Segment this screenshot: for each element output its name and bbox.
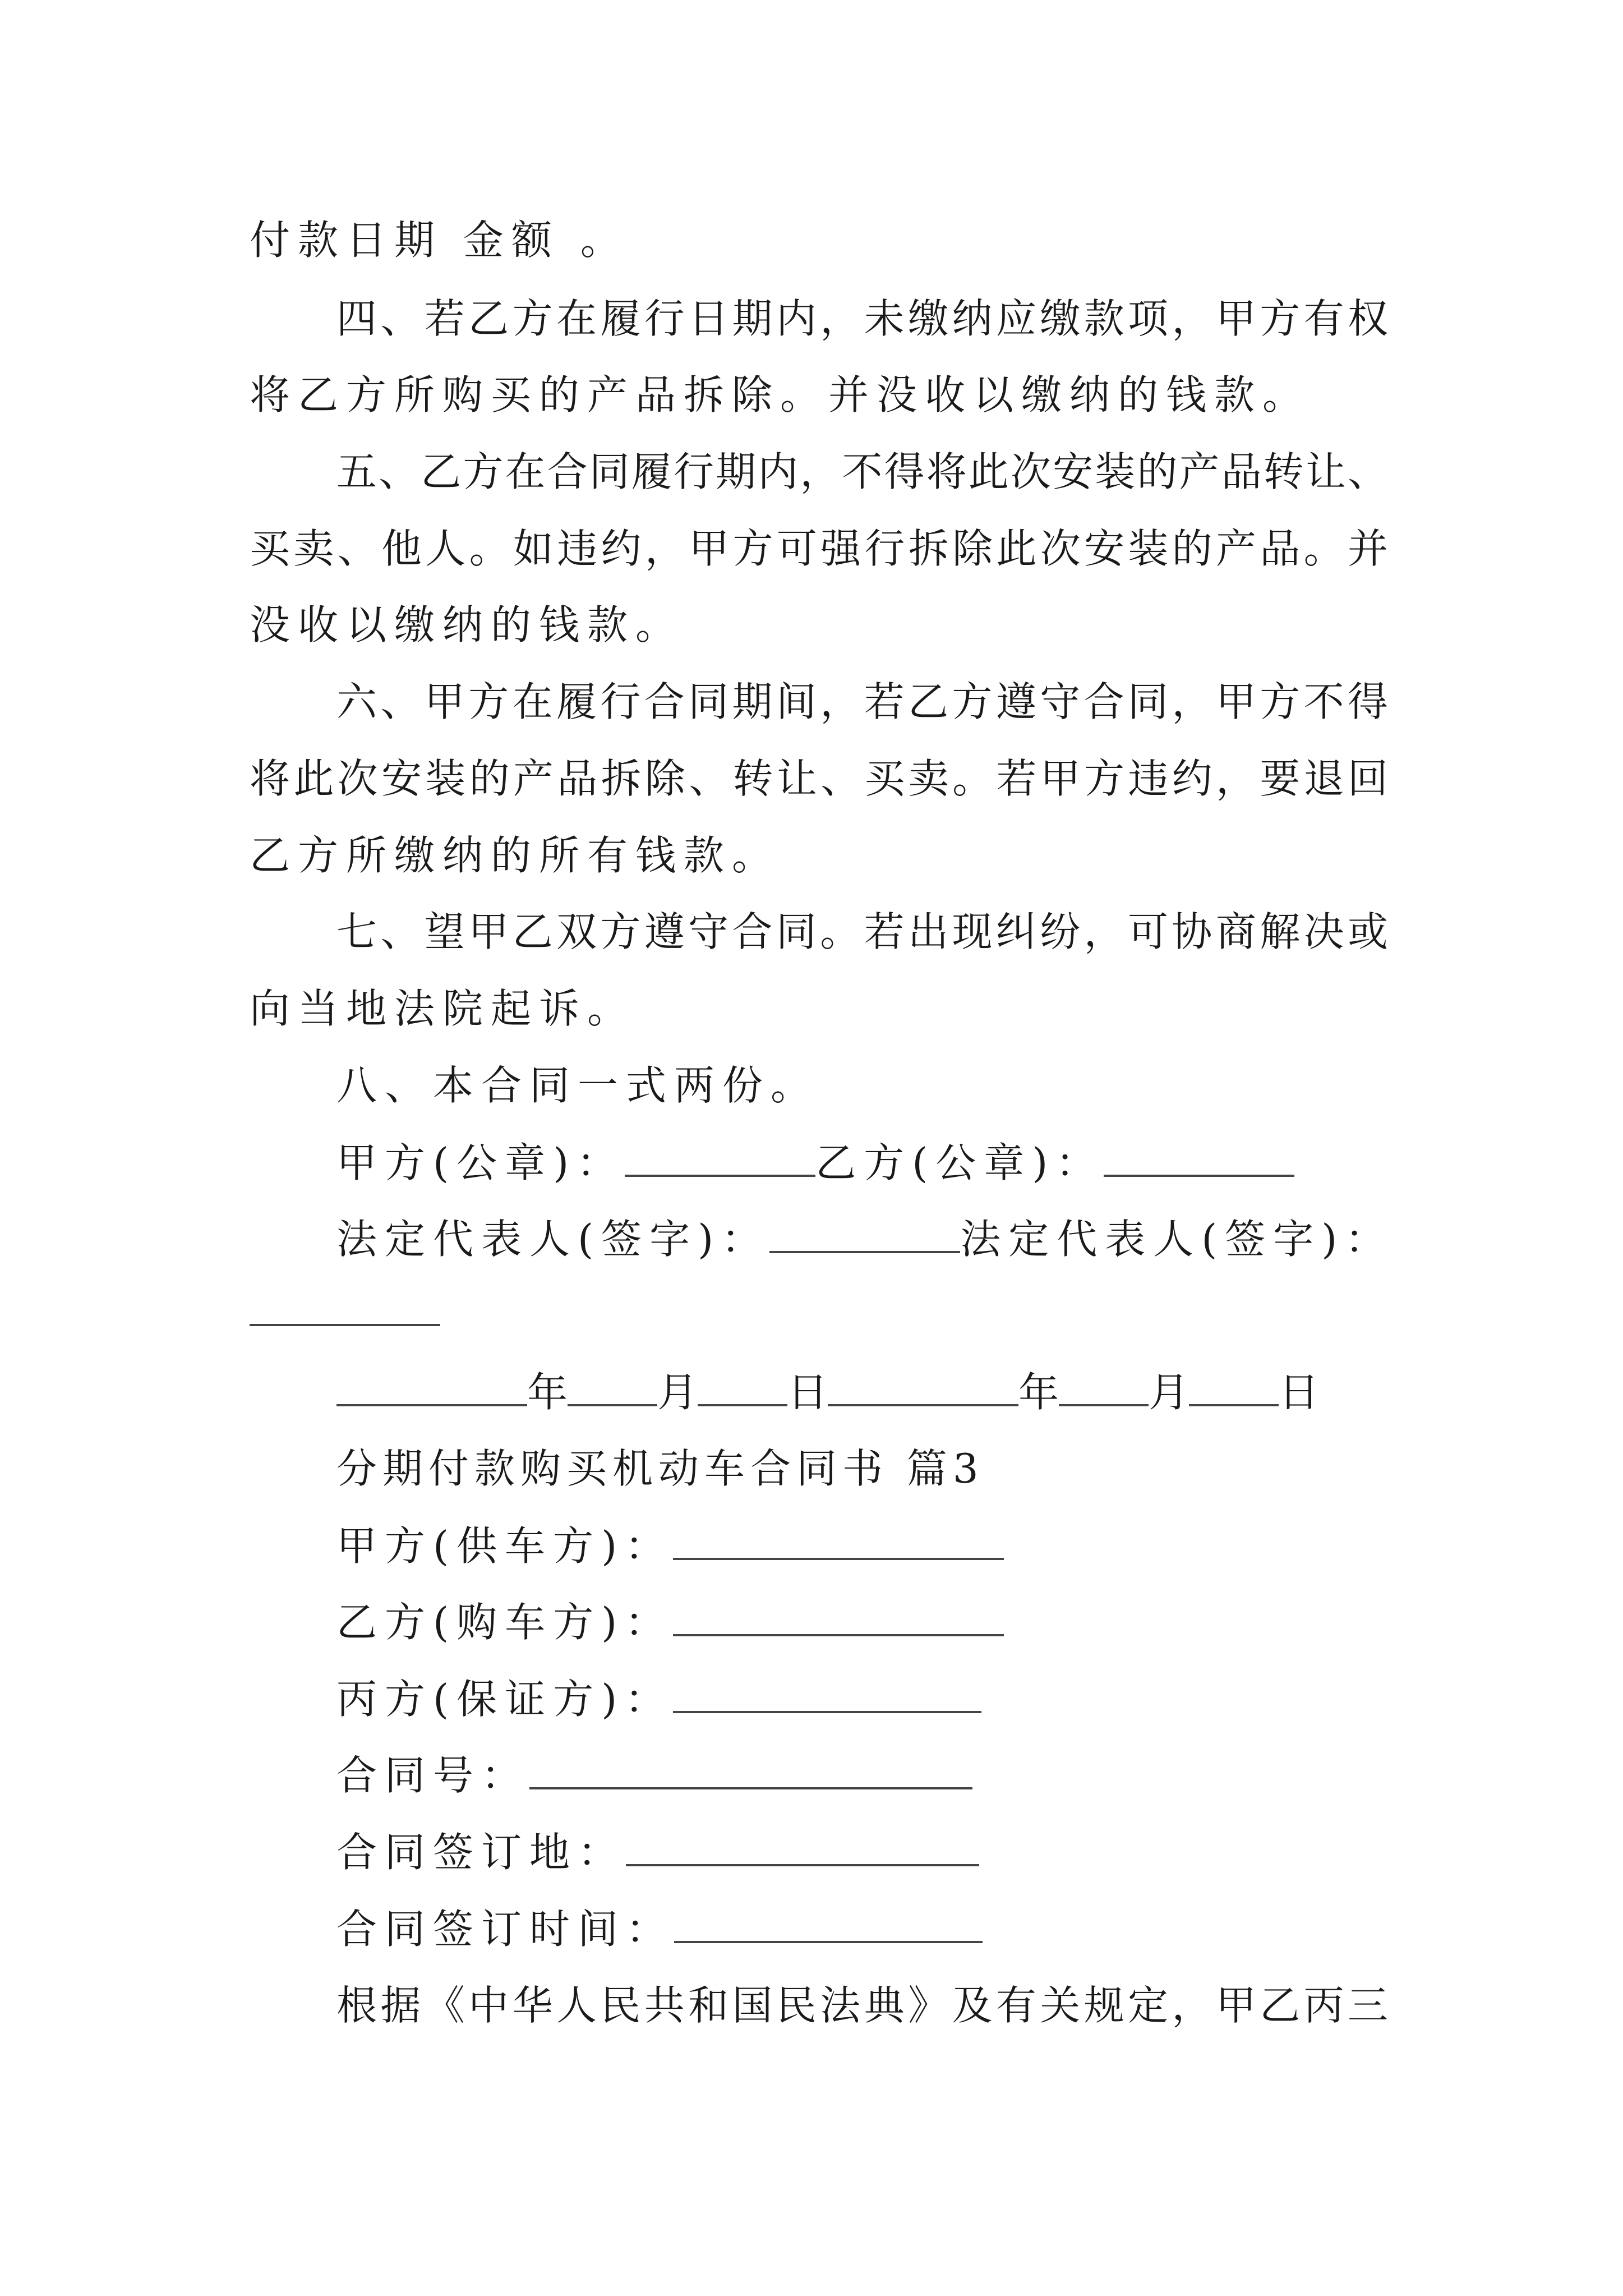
sign-place-blank bbox=[626, 1832, 979, 1866]
field-buyer bbox=[336, 1599, 1004, 1646]
date-a-month-blank bbox=[568, 1372, 657, 1406]
clause-6-line-2: 将此次安装的产品拆除、转让、买卖。若甲方违约，要退回 bbox=[250, 755, 1388, 802]
sign-time-blank bbox=[674, 1908, 983, 1943]
section-title: 分期付款购买机动车合同书 篇3 bbox=[336, 1445, 984, 1492]
signature-row-stamps bbox=[336, 1139, 1294, 1186]
date-a-year-blank bbox=[336, 1372, 527, 1406]
rep-a-label: 法定代表人(签字)： bbox=[336, 1216, 770, 1263]
date-b-day-blank bbox=[1189, 1372, 1279, 1406]
clause-5-line-1: 五、乙方在合同履行期内，不得将此次安装的产品转让、 bbox=[336, 448, 1388, 495]
clause-6-line-1: 六、甲方在履行合同期间，若乙方遵守合同，甲方不得 bbox=[336, 678, 1388, 725]
date-a-month-label: 月 bbox=[657, 1369, 698, 1416]
supplier-label: 甲方(供车方)： bbox=[336, 1522, 674, 1570]
party-a-stamp-blank bbox=[625, 1142, 815, 1177]
rep-b-label: 法定代表人(签字)： bbox=[960, 1216, 1394, 1263]
clause-5-line-3: 没收以缴纳的钱款。 bbox=[250, 601, 684, 648]
signature-row-representatives bbox=[336, 1216, 1394, 1263]
guarantor-label: 丙方(保证方)： bbox=[336, 1676, 674, 1723]
date-a-year-label: 年 bbox=[527, 1369, 568, 1416]
clause-4-line-2: 将乙方所购买的产品拆除。并没收以缴纳的钱款。 bbox=[250, 371, 1311, 418]
clause-8: 八、本合同一式两份。 bbox=[336, 1062, 819, 1109]
contract-no-label: 合同号： bbox=[336, 1752, 530, 1799]
sign-place-label: 合同签订地： bbox=[336, 1829, 626, 1876]
field-contract-no bbox=[336, 1752, 972, 1799]
clause-7-line-1: 七、望甲乙双方遵守合同。若出现纠纷，可协商解决或 bbox=[336, 908, 1388, 955]
clause-6-line-3: 乙方所缴纳的所有钱款。 bbox=[250, 832, 781, 879]
field-sign-time bbox=[336, 1906, 983, 1953]
buyer-label: 乙方(购车方)： bbox=[336, 1599, 674, 1646]
party-b-stamp-blank bbox=[1104, 1142, 1294, 1177]
sign-time-label: 合同签订时间： bbox=[336, 1906, 675, 1953]
clause-5-line-2: 买卖、他人。如违约，甲方可强行拆除此次安装的产品。并 bbox=[250, 525, 1388, 572]
contract-no-blank bbox=[529, 1755, 972, 1789]
field-guarantor bbox=[336, 1676, 981, 1723]
field-supplier bbox=[336, 1522, 1004, 1570]
closing-paragraph-line: 根据《中华人民共和国民法典》及有关规定，甲乙丙三 bbox=[336, 1982, 1388, 2029]
date-b-year-blank bbox=[828, 1372, 1018, 1406]
party-a-stamp-label: 甲方(公章)： bbox=[336, 1139, 625, 1186]
date-a-day-label: 日 bbox=[787, 1369, 828, 1416]
date-b-year-label: 年 bbox=[1018, 1369, 1059, 1416]
date-b-month-label: 月 bbox=[1149, 1369, 1189, 1416]
clause-7-line-2: 向当地法院起诉。 bbox=[250, 985, 636, 1032]
rep-b-blank bbox=[250, 1324, 440, 1326]
date-a-day-blank bbox=[698, 1372, 787, 1406]
supplier-blank bbox=[673, 1525, 1004, 1560]
buyer-blank bbox=[673, 1602, 1004, 1636]
rep-a-blank bbox=[769, 1218, 960, 1253]
date-b-month-blank bbox=[1059, 1372, 1149, 1406]
party-b-stamp-label: 乙方(公章)： bbox=[815, 1139, 1104, 1186]
field-sign-place bbox=[336, 1829, 979, 1876]
text-line-payment: 付款日期 金额 。 bbox=[250, 217, 629, 264]
date-b-day-label: 日 bbox=[1279, 1369, 1320, 1416]
date-row bbox=[336, 1369, 1320, 1416]
guarantor-blank bbox=[673, 1678, 981, 1713]
clause-4-line-1: 四、若乙方在履行日期内，未缴纳应缴款项，甲方有权 bbox=[336, 295, 1388, 342]
